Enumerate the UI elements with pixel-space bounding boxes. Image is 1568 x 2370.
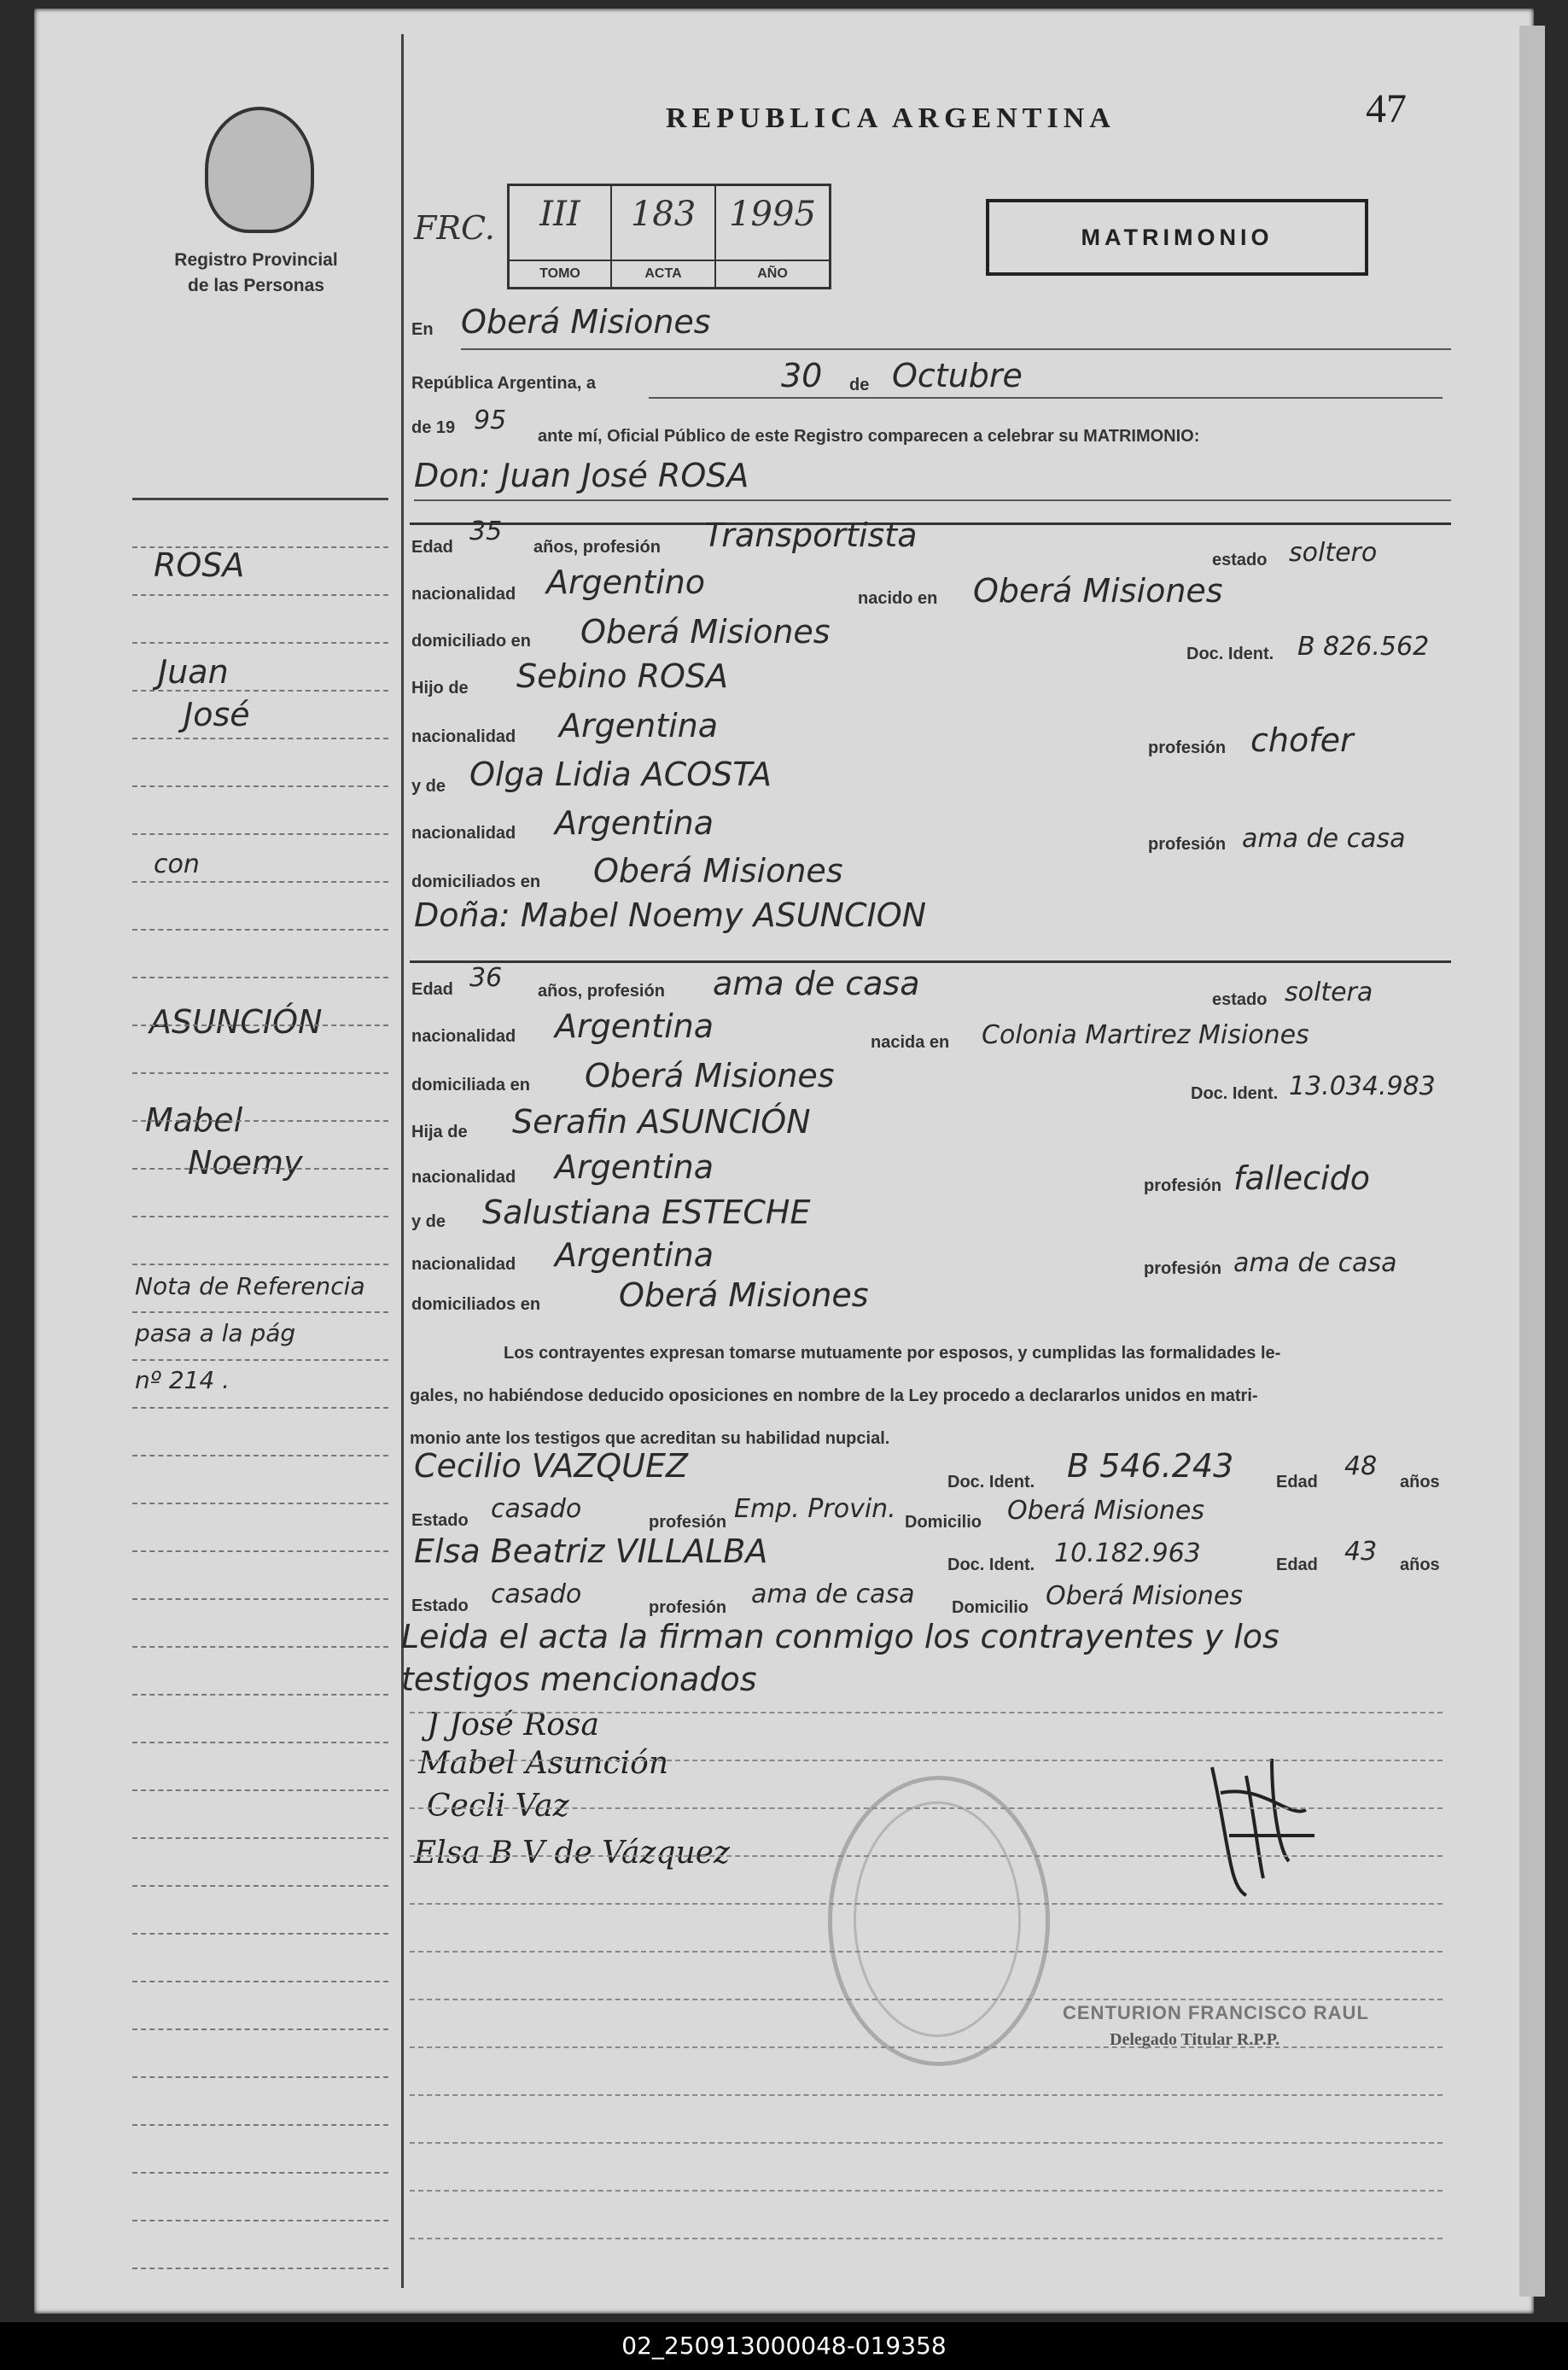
bride-mother: Salustiana ESTECHE <box>482 1194 811 1231</box>
witness2-estado: casado <box>491 1579 582 1609</box>
groom-domicile: Oberá Misiones <box>580 613 831 651</box>
margin-surname-groom: ROSA <box>154 546 245 584</box>
groom-name: Don: Juan José ROSA <box>414 457 749 494</box>
bride-father: Serafin ASUNCIÓN <box>512 1103 811 1141</box>
bride-doc: 13.034.983 <box>1289 1071 1436 1101</box>
witness2-dom: Oberá Misiones <box>1046 1581 1244 1611</box>
coat-of-arms-icon <box>205 107 314 233</box>
page-number: 47 <box>1366 86 1407 131</box>
body-ruled-line <box>410 1712 1443 1713</box>
bride-nationality: Argentina <box>555 1007 714 1045</box>
bride-father-nat: Argentina <box>555 1148 714 1186</box>
body-ruled-line <box>410 1951 1443 1953</box>
declaration: Los contrayentes expresan tomarse mutuamente por esposos, y cumplidas las formalidades le- gales, no habiéndose deducido oposiciones en nombre de la Ley procedo a declararlos unidos en matri- monio ante los testigos que acreditan su habilidad nupcial. <box>410 1344 1281 1448</box>
margin-given-bride-1: Mabel <box>145 1101 243 1139</box>
tomo-acta-box <box>507 184 831 289</box>
en-label: En <box>411 320 434 339</box>
margin-ruled-line <box>132 2172 388 2174</box>
groom-nationality: Argentino <box>546 563 705 601</box>
groom-father-prof: chofer <box>1250 721 1354 759</box>
groom-mother-nat: Argentina <box>555 804 714 842</box>
groom-profession: Transportista <box>704 517 918 554</box>
margin-ruled-line <box>132 690 388 692</box>
closing-line1: Leida el acta la firman conmigo los contrayentes y los <box>401 1618 1279 1655</box>
margin-ruled-line <box>132 2124 388 2126</box>
margin-ruled-line <box>132 1885 388 1887</box>
margin-ruled-line <box>132 1168 388 1170</box>
margin-given-groom-2: José <box>184 696 250 733</box>
bride-profession: ama de casa <box>713 965 920 1002</box>
margin-ruled-line <box>132 1503 388 1504</box>
margin-note-2: pasa a la pág <box>135 1319 296 1347</box>
acta-cell: 183 ACTA <box>612 186 716 287</box>
republica-label: República Argentina, a <box>411 374 596 393</box>
margin-ruled-line <box>132 594 388 596</box>
body-ruled-line <box>410 1807 1443 1809</box>
intro-month: Octubre <box>892 357 1023 394</box>
frc-label: FRC. <box>414 209 495 247</box>
margin-ruled-line <box>132 833 388 835</box>
witness1-dom: Oberá Misiones <box>1007 1496 1205 1526</box>
ante-text: ante mí, Oficial Público de este Registro comparecen a celebrar su MATRIMONIO: <box>538 427 1200 446</box>
margin-ruled-line <box>132 1311 388 1313</box>
groom-mother-prof: ama de casa <box>1242 824 1406 854</box>
body-ruled-line <box>410 1903 1443 1905</box>
body-ruled-line <box>410 1999 1443 2000</box>
margin-ruled-line <box>132 2268 388 2269</box>
margin-ruled-line <box>132 1789 388 1791</box>
margin-ruled-line <box>132 1120 388 1122</box>
margin-ruled-line <box>132 1024 388 1026</box>
margin-surname-bride: ASUNCIÓN <box>149 1003 323 1041</box>
body-ruled-line <box>410 1855 1443 1857</box>
officer-signature <box>1195 1742 1323 1912</box>
margin-ruled-line <box>132 1598 388 1600</box>
bride-mother-prof: ama de casa <box>1233 1248 1397 1278</box>
witness1-prof: Emp. Provin. <box>734 1494 896 1524</box>
groom-doc: B 826.562 <box>1297 632 1430 662</box>
witness2-prof: ama de casa <box>751 1579 915 1609</box>
de19-label: de 19 <box>411 418 456 437</box>
closing-line2: testigos mencionados <box>401 1661 757 1698</box>
margin-ruled-line <box>132 1072 388 1074</box>
margin-ruled-line <box>132 1359 388 1361</box>
signature-witness2: Elsa B V de Vázquez <box>414 1836 730 1871</box>
margin-divider <box>401 34 404 2288</box>
bride-estado: soltera <box>1285 978 1373 1007</box>
intro-day: 30 <box>781 357 823 394</box>
groom-mother: Olga Lidia ACOSTA <box>469 756 772 793</box>
margin-ruled-line <box>132 1981 388 1982</box>
groom-birthplace: Oberá Misiones <box>973 572 1223 610</box>
body-ruled-line <box>410 2046 1443 2048</box>
margin-ruled-line <box>132 929 388 931</box>
margin-ruled-line <box>132 738 388 739</box>
margin-ruled-line <box>132 642 388 644</box>
margin-ruled-line <box>132 1455 388 1456</box>
groom-parents-dom: Oberá Misiones <box>593 852 843 890</box>
witness1-age: 48 <box>1344 1451 1378 1481</box>
registry-name: Registro Provincial de las Personas <box>174 250 338 295</box>
margin-ruled-line <box>132 1646 388 1648</box>
margin-ruled-line <box>132 1407 388 1409</box>
margin-ruled-line <box>132 1264 388 1265</box>
margin-given-groom-1: Juan <box>158 653 229 691</box>
groom-age: 35 <box>469 517 503 546</box>
page-edge <box>1519 26 1545 2297</box>
ano-cell: 1995 AÑO <box>716 186 829 287</box>
witness1-name: Cecilio VAZQUEZ <box>414 1447 689 1485</box>
margin-ruled-line <box>132 2220 388 2221</box>
margin-note-3: nº 214 . <box>135 1366 230 1394</box>
groom-father-nat: Argentina <box>559 707 719 744</box>
margin-ruled-line <box>132 977 388 978</box>
witness1-estado: casado <box>491 1494 582 1524</box>
margin-ruled-line <box>132 1837 388 1839</box>
country-heading: REPUBLICA ARGENTINA <box>666 102 1116 134</box>
witness2-doc: 10.182.963 <box>1054 1538 1201 1568</box>
bride-name: Doña: Mabel Noemy ASUNCION <box>414 896 927 934</box>
witness2-age: 43 <box>1344 1537 1378 1567</box>
intro-year: 95 <box>474 406 507 435</box>
bride-age: 36 <box>469 963 503 993</box>
tomo-cell: III TOMO <box>510 186 612 287</box>
margin-ruled-line <box>132 881 388 883</box>
signature-bride: Mabel Asunción <box>418 1746 669 1781</box>
margin-ruled-line <box>132 1742 388 1743</box>
record-type: MATRIMONIO <box>986 199 1368 276</box>
groom-estado: soltero <box>1289 538 1378 568</box>
body-ruled-line <box>410 2142 1443 2144</box>
official-stamp-inner <box>854 1801 1021 2037</box>
bride-parents-dom: Oberá Misiones <box>619 1276 869 1314</box>
margin-ruled-line <box>132 2029 388 2030</box>
margin-ruled-line <box>132 1694 388 1696</box>
witness1-doc: B 546.243 <box>1067 1447 1234 1485</box>
body-ruled-line <box>410 2094 1443 2096</box>
margin-ruled-line <box>132 546 388 548</box>
bride-domicile: Oberá Misiones <box>585 1057 835 1095</box>
officer-name: CENTURION FRANCISCO RAUL <box>1063 2002 1369 2023</box>
margin-ruled-line <box>132 2076 388 2078</box>
intro-place: Oberá Misiones <box>461 303 711 341</box>
signature-witness1: Cecli Vaz <box>427 1789 569 1824</box>
body-ruled-line <box>410 2238 1443 2239</box>
bride-birthplace: Colonia Martirez Misiones <box>982 1020 1309 1050</box>
body-ruled-line <box>410 1760 1443 1761</box>
groom-father: Sebino ROSA <box>516 657 729 695</box>
body-ruled-line <box>410 2190 1443 2192</box>
signature-groom: J José Rosa <box>427 1707 599 1742</box>
margin-ruled-line <box>132 1933 388 1935</box>
de-label: de <box>849 376 870 394</box>
bride-father-prof: fallecido <box>1233 1159 1370 1197</box>
margin-ruled-line <box>132 1216 388 1217</box>
margin-ruled-line <box>132 1550 388 1552</box>
image-id-footer: 02_250913000048-019358 <box>0 2322 1568 2370</box>
bride-mother-nat: Argentina <box>555 1236 714 1274</box>
margin-ruled-line <box>132 785 388 787</box>
margin-note-1: Nota de Referencia <box>135 1272 365 1300</box>
officer-title: Delegado Titular R.P.P. <box>1110 2030 1280 2049</box>
margin-given-bride-2: Noemy <box>188 1144 303 1182</box>
margin-con: con <box>154 849 200 879</box>
witness2-name: Elsa Beatriz VILLALBA <box>414 1532 768 1570</box>
